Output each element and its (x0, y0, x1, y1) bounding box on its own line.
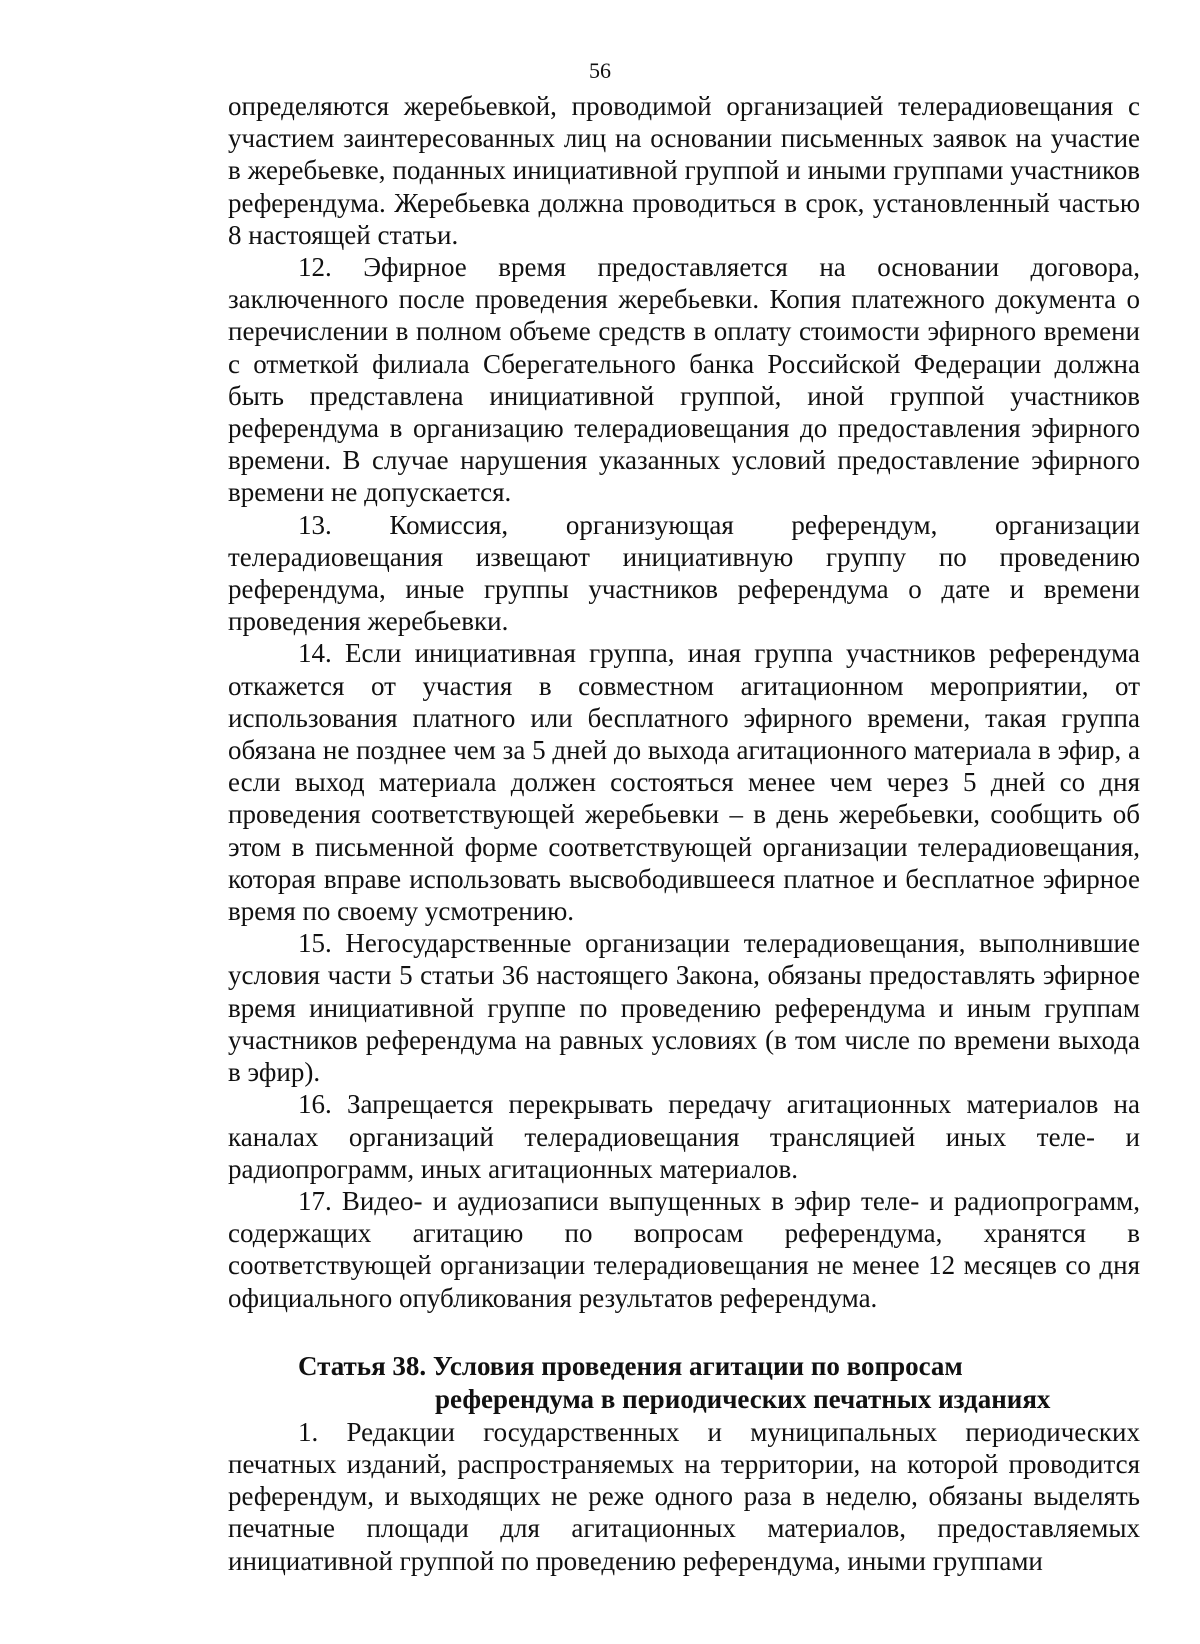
paragraph-17: 17. Видео- и аудиозаписи выпущенных в эфир теле- и радиопрограмм, содержащих агитацию по вопросам референдума, хранятся в соответствующей организации телерадиовещания не менее 12 месяцев со дня официального опубликования результатов референдума. (228, 1185, 1140, 1313)
paragraph-13: 13. Комиссия, организующая референдум, организации телерадиовещания извещают инициативную группу по проведению референдума, иные группы участников референдума о дате и времени проведения жеребьевки. (228, 509, 1140, 637)
paragraph-15: 15. Негосударственные организации телерадиовещания, выполнившие условия части 5 статьи 36 настоящего Закона, обязаны предоставлять эфирное время инициативной группе по проведению референдума и иным группам участников референдума на равных условиях (в том числе по времени выхода в эфир). (228, 928, 1140, 1088)
paragraph-12: 12. Эфирное время предоставляется на основании договора, заключенного после проведения жеребьевки. Копия платежного документа о перечислении в полном объеме средств в оплату стоимости эфирного времени с отметкой филиала Сберегательного банка Российской Федерации должна быть представлена инициативной группой, иной группой участников референдума в организацию телерадиовещания до предоставления эфирного времени. В случае нарушения указанных условий предоставление эфирного времени не допускается. (228, 252, 1140, 508)
paragraph-16: 16. Запрещается перекрывать передачу агитационных материалов на каналах организаций телерадиовещания трансляцией иных теле- и радиопрограмм, иных агитационных материалов. (228, 1089, 1140, 1184)
document-body (228, 90, 1140, 1577)
article-heading-line2: референдума в периодических печатных изданиях (435, 1383, 1051, 1414)
article-38-heading (228, 1350, 1140, 1416)
paragraph-14: 14. Если инициативная группа, иная группа участников референдума откажется от участия в совместном агитационном мероприятии, от использования платного или бесплатного эфирного времени, такая группа обязана не позднее чем за 5 дней до выхода агитационного материала в эфир, а если выход материала должен состояться менее чем через 5 дней со дня проведения соответствующей жеребьевки – в день жеребьевки, сообщить об этом в письменной форме соответствующей организации телерадиовещания, которая вправе использовать высвободившееся платное и бесплатное эфирное время по своему усмотрению. (228, 638, 1140, 927)
article-heading-line1: Статья 38. Условия проведения агитации по вопросам (298, 1350, 963, 1381)
page-number: 56 (589, 58, 611, 83)
article-38-paragraph-1: 1. Редакции государственных и муниципальных периодических печатных изданий, распространяемых на территории, на которой проводится референдум, и выходящих не реже одного раза в неделю, обязаны выделять печатные площади для агитационных материалов, предоставляемых инициативной группой по проведению референдума, иными группами (228, 1416, 1140, 1576)
paragraph-continuation: определяются жеребьевкой, проводимой организацией телерадиовещания с участием заинтересованных лиц на основании письменных заявок на участие в жеребьевке, поданных инициативной группой и иными группами участников референдума. Жеребьевка должна проводиться в срок, установленный частью 8 настоящей статьи. (228, 91, 1140, 250)
